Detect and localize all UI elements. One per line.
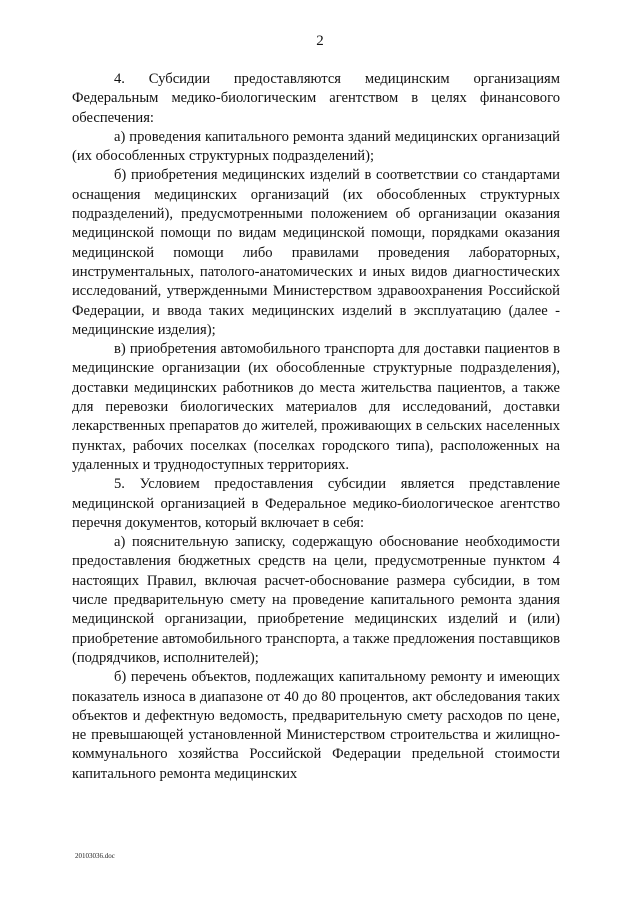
paragraph-item-5: 5. Условием предоставления субсидии является представление медицинской организацией в Федеральное медико-биологическое агентство перечня документов, который включает в себя: [72,476,560,531]
page-number: 2 [316,33,324,49]
paragraph-item-4b: б) приобретения медицинских изделий в соответствии со стандартами оснащения медицинских организаций (их обособленных структурных подразделений), предусмотренными положением об организации оказания медицинской помощи по видам медицинской помощи, порядками оказания медицинской помощи либо правилами проведения лабораторных, инструментальных, патолого-анатомических и иных видов диагностических исследований, утвержденными Министерством здравоохранения Российской Федерации, и ввода таких медицинских изделий в эксплуатацию (далее - медицинские изделия); [72,167,560,338]
footer-filename: 20103036.doc [75,852,115,860]
document-body [72,70,560,784]
paragraph-item-5b: б) перечень объектов, подлежащих капитальному ремонту и имеющих показатель износа в диапазоне от 40 до 80 процентов, акт обследования таких объектов и дефектную ведомость, предварительную смету расходов по цене, не превышающей установленной Министерством строительства и жилищно-коммунального хозяйства Российской Федерации предельной стоимости капитального ремонта медицинских [72,669,560,782]
paragraph-item-5a: а) пояснительную записку, содержащую обоснование необходимости предоставления бюджетных средств на цели, предусмотренные пунктом 4 настоящих Правил, включая расчет-обоснование размера субсидии, в том числе предварительную смету на проведение капитального ремонта здания медицинской организации, приобретение медицинских изделий и (или) приобретение автомобильного транспорта, а также предложения поставщиков (подрядчиков, исполнителей); [72,534,560,666]
paragraph-item-4v: в) приобретения автомобильного транспорта для доставки пациентов в медицинские организации (их обособленные структурные подразделения), доставки медицинских работников до места жительства пациентов, а также для перевозки биологических материалов для исследований, доставки лекарственных препаратов до жителей, проживающих в сельских населенных пунктах, рабочих поселках (поселках городского типа), расположенных на удаленных и труднодоступных территориях. [72,341,560,473]
paragraph-item-4: 4. Субсидии предоставляются медицинским организациям Федеральным медико-биологическим агентством в целях финансового обеспечения: [72,71,560,126]
paragraph-item-4a: а) проведения капитального ремонта зданий медицинских организаций (их обособленных структурных подразделений); [72,128,560,165]
